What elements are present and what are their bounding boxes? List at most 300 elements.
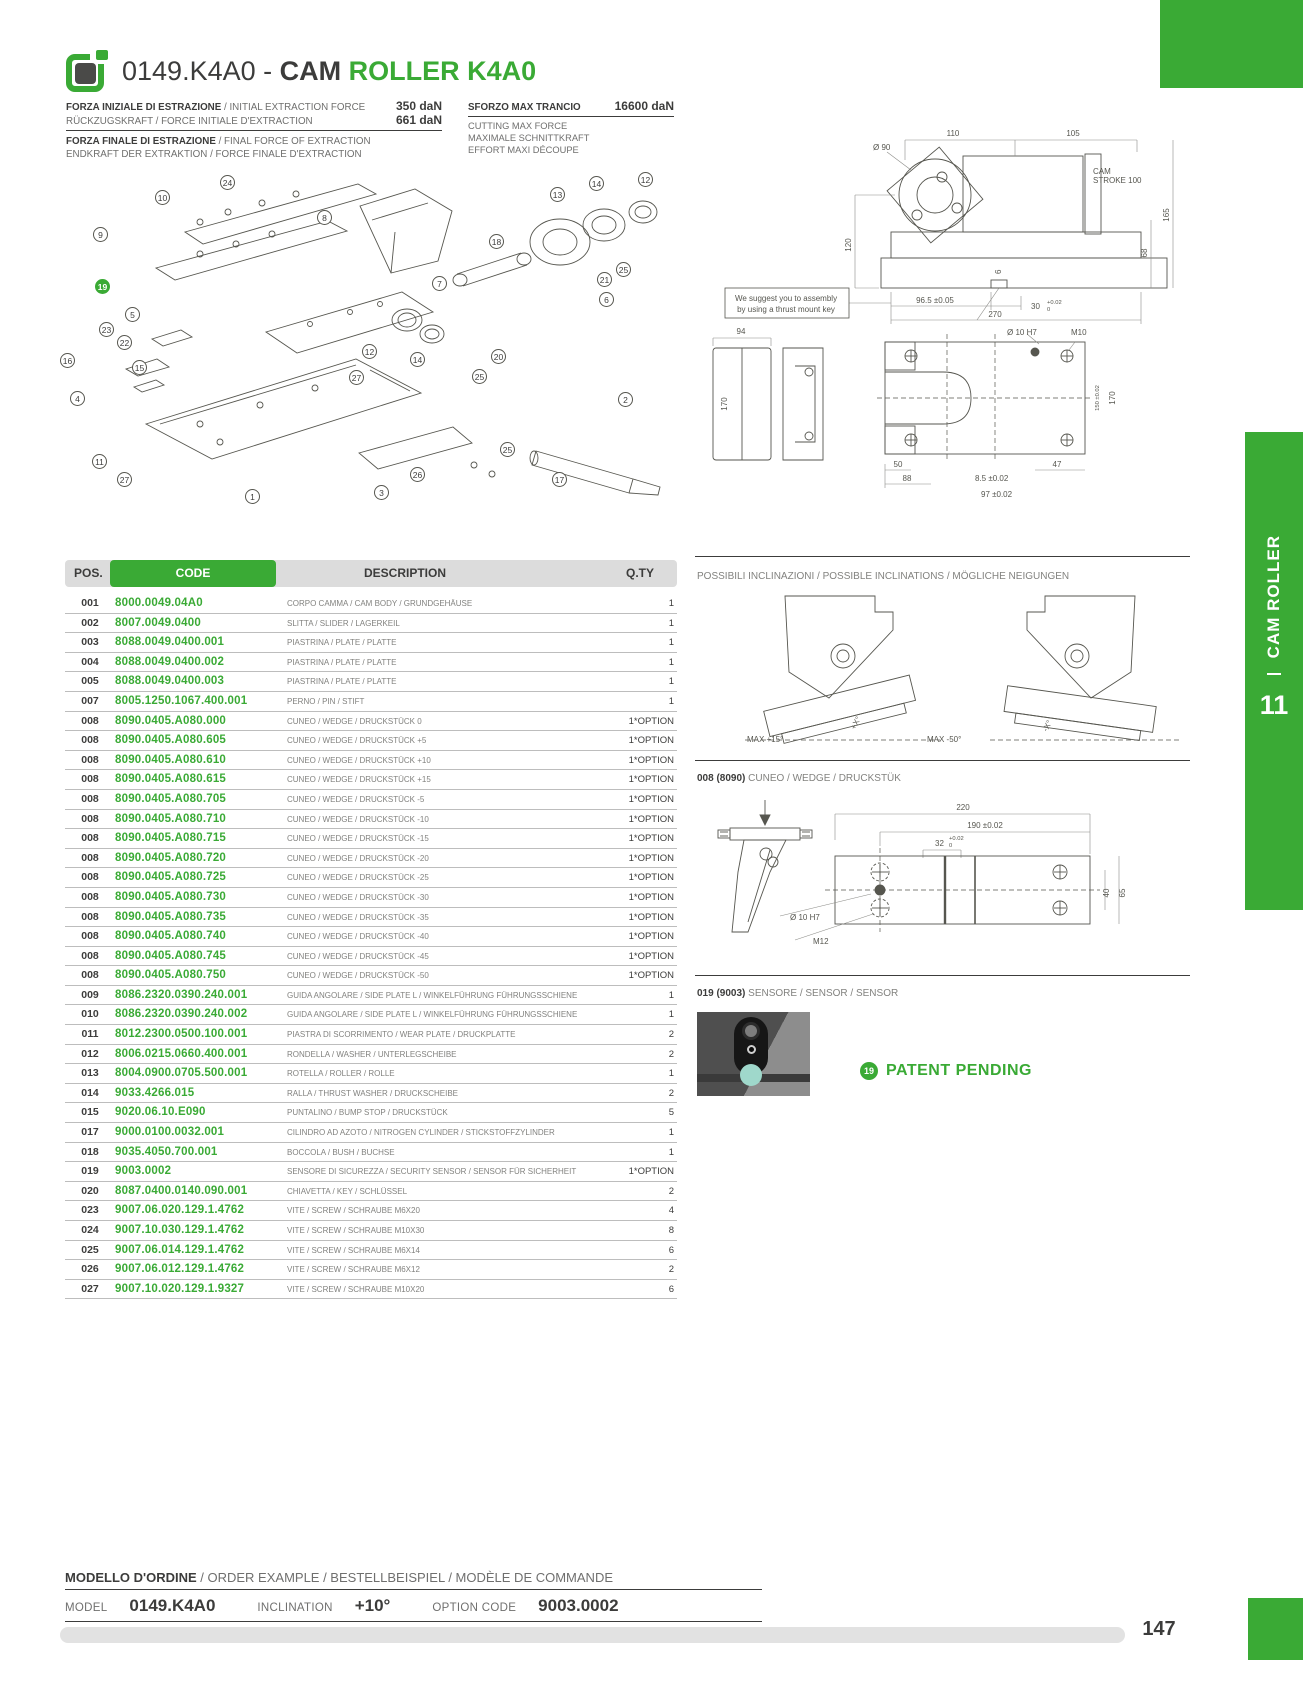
product-name-green: ROLLER K4A0 bbox=[348, 56, 537, 86]
dim-170-plan: 170 bbox=[1108, 391, 1117, 405]
balloon-19-badge: 19 bbox=[860, 1062, 878, 1080]
cell-description: CUNEO / WEDGE / DRUCKSTÜCK -35 bbox=[287, 912, 429, 922]
cell-qty: 1*OPTION bbox=[628, 1166, 674, 1178]
dim-m10: M10 bbox=[1071, 328, 1087, 337]
dim-47: 47 bbox=[1052, 460, 1062, 469]
cell-pos: 020 bbox=[81, 1184, 99, 1197]
cell-pos: 008 bbox=[81, 792, 99, 805]
balloon-3: 3 bbox=[374, 485, 389, 500]
dim-cam-stroke: STROKE 100 bbox=[1093, 176, 1142, 185]
table-row bbox=[65, 908, 677, 928]
patent-pending-note bbox=[860, 1062, 1032, 1080]
cell-code: 8090.0405.A080.730 bbox=[115, 890, 227, 903]
dim-6: 6 bbox=[994, 269, 1003, 274]
balloon-24: 24 bbox=[220, 175, 235, 190]
angle-minus-x: -X° bbox=[1040, 718, 1055, 733]
cell-qty: 1*OPTION bbox=[628, 911, 674, 923]
balloon-9: 9 bbox=[93, 227, 108, 242]
table-row bbox=[65, 1162, 677, 1182]
final-force-label-2: ENDKRAFT DER EXTRAKTION / FORCE FINALE D'EXTRACTION bbox=[66, 149, 362, 160]
cell-pos: 008 bbox=[81, 910, 99, 923]
cell-code: 8090.0405.A080.715 bbox=[115, 832, 227, 845]
balloon-25: 25 bbox=[616, 262, 631, 277]
cell-description: CORPO CAMMA / CAM BODY / GRUNDGEHÄUSE bbox=[287, 599, 473, 608]
dim-94: 94 bbox=[736, 327, 746, 336]
angle-plus-x: +X° bbox=[848, 715, 863, 731]
parts-table-rows bbox=[65, 594, 677, 1299]
balloon-26: 26 bbox=[410, 467, 425, 482]
cell-pos: 008 bbox=[81, 930, 99, 943]
cell-pos: 008 bbox=[81, 969, 99, 982]
cell-pos: 024 bbox=[81, 1224, 99, 1236]
cell-description: VITE / SCREW / SCHRAUBE M6X20 bbox=[287, 1206, 420, 1216]
cell-description: ROTELLA / ROLLER / ROLLE bbox=[287, 1069, 395, 1079]
cell-code: 8090.0405.A080.725 bbox=[115, 871, 227, 884]
footer-bar bbox=[60, 1627, 1125, 1643]
cell-pos: 018 bbox=[81, 1145, 99, 1158]
table-row bbox=[65, 1280, 677, 1300]
cell-code: 9007.10.030.129.1.4762 bbox=[115, 1224, 245, 1236]
order-example bbox=[65, 1570, 762, 1622]
table-row bbox=[65, 1103, 677, 1123]
table-row bbox=[65, 712, 677, 732]
cell-code: 9007.06.020.129.1.4762 bbox=[115, 1204, 245, 1217]
cell-code: 8090.0405.A080.000 bbox=[115, 714, 227, 727]
cell-qty: 1*OPTION bbox=[628, 715, 674, 727]
cell-code: 9007.06.014.129.1.4762 bbox=[115, 1243, 245, 1256]
cell-description: PIASTRINA / PLATE / PLATTE bbox=[287, 677, 397, 687]
cutting-force-de: MAXIMALE SCHNITTKRAFT bbox=[468, 133, 590, 143]
cell-code: 8090.0405.A080.615 bbox=[115, 773, 227, 786]
cell-code: 8090.0405.A080.740 bbox=[115, 930, 227, 943]
cell-code: 8012.2300.0500.100.001 bbox=[115, 1028, 248, 1041]
initial-force-label-2: RÜCKZUGSKRAFT / FORCE INITIALE D'EXTRACTION bbox=[66, 116, 313, 127]
dim-88: 88 bbox=[902, 474, 912, 483]
cell-code: 8090.0405.A080.605 bbox=[115, 734, 227, 747]
cell-code: 8090.0405.A080.735 bbox=[115, 910, 227, 923]
cell-qty: 1 bbox=[668, 695, 674, 707]
cell-qty: 1*OPTION bbox=[628, 970, 674, 982]
cell-code: 8005.1250.1067.400.001 bbox=[115, 694, 248, 707]
dim-30-tol-lo: 0 bbox=[1047, 307, 1051, 313]
table-row bbox=[65, 1064, 677, 1084]
table-row bbox=[65, 1123, 677, 1143]
dim-105: 105 bbox=[1066, 129, 1080, 138]
cell-pos: 026 bbox=[81, 1263, 99, 1276]
balloon-4: 4 bbox=[70, 391, 85, 406]
cell-pos: 027 bbox=[81, 1282, 99, 1295]
cell-pos: 008 bbox=[81, 734, 99, 747]
cell-qty: 2 bbox=[668, 1087, 674, 1099]
sensor-lens bbox=[747, 1045, 756, 1054]
balloon-23: 23 bbox=[99, 322, 114, 337]
wedge-dim-190: 190 ±0.02 bbox=[967, 821, 1003, 830]
cutting-force-fr: EFFORT MAXI DÉCOUPE bbox=[468, 145, 579, 155]
cell-description: SENSORE DI SICUREZZA / SECURITY SENSOR / SENSOR FÜR SICHERHEIT bbox=[287, 1167, 577, 1177]
cell-description: PIASTRINA / PLATE / PLATTE bbox=[287, 657, 397, 667]
balloon-14: 14 bbox=[410, 352, 425, 367]
balloon-27: 27 bbox=[117, 472, 132, 487]
cell-pos: 008 bbox=[81, 812, 99, 825]
table-row bbox=[65, 614, 677, 634]
final-force-label: FORZA FINALE DI ESTRAZIONE / FINAL FORCE OF EXTRACTION bbox=[66, 136, 371, 147]
wedge-dim-32-tol-lo: 0 bbox=[949, 843, 953, 849]
parts-table-header bbox=[65, 560, 677, 587]
balloon-25: 25 bbox=[500, 442, 515, 457]
table-row bbox=[65, 810, 677, 830]
cell-description: CUNEO / WEDGE / DRUCKSTÜCK -25 bbox=[287, 873, 429, 883]
cell-description: VITE / SCREW / SCHRAUBE M10X30 bbox=[287, 1226, 425, 1235]
page-number: 147 bbox=[1142, 1618, 1176, 1640]
dim-phi90: Ø 90 bbox=[873, 143, 891, 152]
cell-code: 8086.2320.0390.240.002 bbox=[115, 1008, 248, 1021]
balloon-16: 16 bbox=[60, 353, 75, 368]
sensor-photo bbox=[697, 1012, 810, 1096]
cell-description: RALLA / THRUST WASHER / DRUCKSCHEIBE bbox=[287, 1088, 458, 1098]
cell-pos: 019 bbox=[81, 1165, 99, 1178]
cell-description: CUNEO / WEDGE / DRUCKSTÜCK +10 bbox=[287, 755, 431, 765]
cell-pos: 008 bbox=[81, 949, 99, 962]
table-row bbox=[65, 868, 677, 888]
table-row bbox=[65, 692, 677, 712]
table-row bbox=[65, 790, 677, 810]
balloon-22: 22 bbox=[117, 335, 132, 350]
header-qty: Q.TY bbox=[625, 566, 654, 580]
cell-description: RONDELLA / WASHER / UNTERLEGSCHEIBE bbox=[287, 1049, 457, 1059]
cell-qty: 6 bbox=[668, 1283, 674, 1295]
cell-pos: 010 bbox=[81, 1008, 99, 1021]
cell-qty: 2 bbox=[668, 1185, 674, 1197]
table-row bbox=[65, 1260, 677, 1280]
sensor-section-title: 019 (9003) SENSORE / SENSOR / SENSOR bbox=[697, 988, 899, 999]
balloon-12: 12 bbox=[362, 344, 377, 359]
cell-pos: 008 bbox=[81, 890, 99, 903]
dim-50: 50 bbox=[893, 460, 903, 469]
option-code-label: OPTION CODE bbox=[432, 1602, 517, 1614]
cell-qty: 1*OPTION bbox=[628, 852, 674, 864]
wedge-dim-32: 32 bbox=[935, 839, 944, 848]
patent-pending-label: PATENT PENDING bbox=[886, 1062, 1032, 1079]
sensor-barrel bbox=[742, 1022, 760, 1040]
product-name-dark: CAM bbox=[279, 56, 349, 86]
max-minus-label: MAX -50° bbox=[927, 735, 962, 744]
cell-pos: 009 bbox=[81, 988, 99, 1001]
cell-qty: 1 bbox=[668, 1127, 674, 1139]
cell-qty: 5 bbox=[668, 1107, 674, 1119]
cell-description: SLITTA / SLIDER / LAGERKEIL bbox=[287, 618, 400, 628]
dimension-drawing-top bbox=[695, 120, 1190, 520]
balloon-5: 5 bbox=[125, 307, 140, 322]
cell-qty: 6 bbox=[668, 1244, 674, 1256]
cell-pos: 015 bbox=[81, 1106, 99, 1119]
cell-qty: 1*OPTION bbox=[628, 931, 674, 943]
cell-description: CUNEO / WEDGE / DRUCKSTÜCK 0 bbox=[287, 716, 422, 726]
balloon-12: 12 bbox=[638, 172, 653, 187]
balloon-15: 15 bbox=[132, 360, 147, 375]
brand-logo-icon bbox=[66, 50, 110, 92]
table-row bbox=[65, 1025, 677, 1045]
product-code: 0149.K4A0 - bbox=[122, 56, 280, 86]
table-row bbox=[65, 1143, 677, 1163]
cell-description: CUNEO / WEDGE / DRUCKSTÜCK -50 bbox=[287, 971, 429, 981]
cell-qty: 1 bbox=[668, 656, 674, 668]
model-value: 0149.K4A0 bbox=[129, 1596, 216, 1615]
model-label: MODEL bbox=[65, 1602, 108, 1614]
initial-force-value: 350 daN bbox=[395, 99, 442, 113]
cell-code: 9020.06.10.E090 bbox=[115, 1106, 206, 1119]
cell-code: 9000.0100.0032.001 bbox=[115, 1126, 225, 1139]
table-row bbox=[65, 672, 677, 692]
sensor-led bbox=[740, 1064, 762, 1086]
header-pos: POS. bbox=[74, 566, 103, 580]
table-row bbox=[65, 633, 677, 653]
cell-pos: 008 bbox=[81, 832, 99, 845]
cell-code: 9035.4050.700.001 bbox=[115, 1145, 218, 1158]
dim-97: 97 ±0.02 bbox=[981, 490, 1013, 499]
wedge-dim-m12: M12 bbox=[813, 937, 829, 946]
cutting-force-block bbox=[468, 100, 674, 156]
cell-code: 8088.0049.0400.002 bbox=[115, 655, 225, 668]
wedge-dim-65: 65 bbox=[1118, 888, 1127, 898]
cell-pos: 023 bbox=[81, 1204, 99, 1217]
inclinations-title: POSSIBILI INCLINAZIONI / POSSIBLE INCLINATIONS / MÖGLICHE NEIGUNGEN bbox=[697, 571, 1070, 582]
cell-description: PUNTALINO / BUMP STOP / DRUCKSTÜCK bbox=[287, 1108, 448, 1118]
final-force-value: 661 daN bbox=[395, 113, 442, 127]
table-row bbox=[65, 751, 677, 771]
side-tab-label: CAM ROLLER bbox=[1264, 534, 1283, 659]
cell-pos: 012 bbox=[81, 1047, 99, 1060]
cell-description: CILINDRO AD AZOTO / NITROGEN CYLINDER / STICKSTOFFZYLINDER bbox=[287, 1128, 555, 1138]
balloon-10: 10 bbox=[155, 190, 170, 205]
order-example-title: MODELLO D'ORDINE / ORDER EXAMPLE / BESTELLBEISPIEL / MODÈLE DE COMMANDE bbox=[65, 1570, 762, 1590]
balloon-21: 21 bbox=[597, 272, 612, 287]
cell-description: VITE / SCREW / SCHRAUBE M6X12 bbox=[287, 1265, 420, 1275]
cell-description: VITE / SCREW / SCHRAUBE M10X20 bbox=[287, 1284, 425, 1294]
cell-qty: 1*OPTION bbox=[628, 754, 674, 766]
cell-description: CUNEO / WEDGE / DRUCKSTÜCK +5 bbox=[287, 736, 427, 746]
dim-96-5: 96.5 ±0.05 bbox=[916, 296, 954, 305]
cell-description: CUNEO / WEDGE / DRUCKSTÜCK -15 bbox=[287, 834, 429, 844]
dim-8-5: 8.5 ±0.02 bbox=[975, 474, 1009, 483]
cell-pos: 008 bbox=[81, 773, 99, 786]
cell-qty: 1*OPTION bbox=[628, 774, 674, 786]
cell-pos: 001 bbox=[81, 597, 99, 609]
cell-description: CUNEO / WEDGE / DRUCKSTÜCK -20 bbox=[287, 853, 429, 863]
section-divider-1 bbox=[695, 556, 1190, 557]
section-divider-2 bbox=[695, 760, 1190, 761]
initial-force-label: FORZA INIZIALE DI ESTRAZIONE / INITIAL EXTRACTION FORCE bbox=[66, 102, 366, 113]
wedge-drawing bbox=[695, 790, 1190, 970]
cell-pos: 005 bbox=[81, 675, 99, 688]
cell-code: 8090.0405.A080.610 bbox=[115, 753, 227, 766]
inclinations-drawing bbox=[695, 590, 1190, 750]
cell-pos: 013 bbox=[81, 1067, 99, 1080]
table-row bbox=[65, 1182, 677, 1202]
balloon-8: 8 bbox=[317, 210, 332, 225]
inclination-value: +10° bbox=[354, 1596, 391, 1615]
cell-qty: 1 bbox=[668, 1146, 674, 1158]
max-plus-label: MAX +15° bbox=[747, 735, 784, 744]
table-row bbox=[65, 927, 677, 947]
cell-description: PIASTRA DI SCORRIMENTO / WEAR PLATE / DRUCKPLATTE bbox=[287, 1030, 516, 1040]
cell-pos: 017 bbox=[81, 1126, 99, 1139]
cell-qty: 2 bbox=[668, 1048, 674, 1060]
cell-pos: 004 bbox=[81, 655, 99, 668]
cell-code: 8007.0049.0400 bbox=[115, 616, 201, 629]
order-example-fields bbox=[65, 1590, 762, 1622]
balloon-2: 2 bbox=[618, 392, 633, 407]
table-row bbox=[65, 1201, 677, 1221]
cell-pos: 008 bbox=[81, 753, 99, 766]
cell-code: 8006.0215.0660.400.001 bbox=[115, 1047, 248, 1060]
cell-description: BOCCOLA / BUSH / BUCHSE bbox=[287, 1147, 395, 1157]
cell-code: 8090.0405.A080.720 bbox=[115, 851, 227, 864]
balloon-25: 25 bbox=[472, 369, 487, 384]
table-row bbox=[65, 653, 677, 673]
cell-qty: 1*OPTION bbox=[628, 813, 674, 825]
wedge-dim-phi10: Ø 10 H7 bbox=[790, 913, 820, 922]
table-row bbox=[65, 986, 677, 1006]
cell-qty: 1*OPTION bbox=[628, 891, 674, 903]
cell-qty: 1 bbox=[668, 617, 674, 629]
cell-qty: 1*OPTION bbox=[628, 950, 674, 962]
dim-68: 68 bbox=[1140, 248, 1149, 258]
cell-code: 8000.0049.04A0 bbox=[115, 597, 203, 609]
balloon-7: 7 bbox=[432, 276, 447, 291]
table-row bbox=[65, 947, 677, 967]
cell-description: CUNEO / WEDGE / DRUCKSTÜCK -10 bbox=[287, 814, 429, 824]
assembly-note-line1: We suggest you to assembly bbox=[734, 294, 838, 303]
balloon-14: 14 bbox=[589, 176, 604, 191]
cell-code: 8090.0405.A080.710 bbox=[115, 812, 227, 825]
parts-table bbox=[65, 560, 677, 1299]
balloon-17: 17 bbox=[552, 472, 567, 487]
balloon-6: 6 bbox=[599, 292, 614, 307]
dim-30: 30 bbox=[1031, 302, 1040, 311]
cell-code: 9007.06.012.129.1.4762 bbox=[115, 1263, 245, 1276]
cell-qty: 2 bbox=[668, 1029, 674, 1041]
balloon-27: 27 bbox=[349, 370, 364, 385]
option-code-value: 9003.0002 bbox=[538, 1596, 619, 1615]
cell-pos: 008 bbox=[81, 714, 99, 727]
table-row bbox=[65, 731, 677, 751]
exploded-drawing-shapes bbox=[60, 162, 680, 524]
dim-110: 110 bbox=[946, 129, 960, 138]
cell-code: 8088.0049.0400.003 bbox=[115, 675, 225, 688]
cell-qty: 1 bbox=[668, 1009, 674, 1021]
wedge-dim-220: 220 bbox=[956, 803, 970, 812]
balloon-1: 1 bbox=[245, 489, 260, 504]
cell-qty: 1 bbox=[668, 676, 674, 688]
table-row bbox=[65, 1084, 677, 1104]
cell-code: 8004.0900.0705.500.001 bbox=[115, 1067, 248, 1080]
cell-code: 9007.10.020.129.1.9327 bbox=[115, 1282, 245, 1295]
top-right-green-block bbox=[1160, 0, 1303, 88]
dim-170-front: 170 bbox=[720, 397, 729, 411]
dim-165: 165 bbox=[1162, 208, 1171, 222]
table-row bbox=[65, 1045, 677, 1065]
cell-description: CUNEO / WEDGE / DRUCKSTÜCK -45 bbox=[287, 951, 429, 961]
cell-description: CUNEO / WEDGE / DRUCKSTÜCK -40 bbox=[287, 932, 429, 942]
cell-description: PIASTRINA / PLATE / PLATTE bbox=[287, 638, 397, 648]
assembly-note-line2: by using a thrust mount key bbox=[737, 305, 835, 314]
cell-code: 8086.2320.0390.240.001 bbox=[115, 988, 248, 1001]
table-row bbox=[65, 829, 677, 849]
cell-description: PERNO / PIN / STIFT bbox=[287, 696, 365, 706]
cell-qty: 1 bbox=[668, 1068, 674, 1080]
side-tab-chapter-number: 11 bbox=[1259, 690, 1289, 721]
balloon-19: 19 bbox=[95, 279, 110, 294]
cutting-force-label: SFORZO MAX TRANCIO bbox=[468, 102, 581, 113]
table-row bbox=[65, 849, 677, 869]
cell-pos: 025 bbox=[81, 1243, 99, 1256]
side-tab-divider bbox=[1267, 673, 1281, 675]
cell-qty: 1 bbox=[668, 598, 674, 609]
cell-qty: 1 bbox=[668, 989, 674, 1001]
dim-cam-1: CAM bbox=[1093, 167, 1111, 176]
dim-30-tol-hi: +0.02 bbox=[1047, 300, 1062, 306]
cutting-force-en: CUTTING MAX FORCE bbox=[468, 121, 568, 131]
table-row bbox=[65, 966, 677, 986]
cell-pos: 007 bbox=[81, 694, 99, 707]
cell-code: 9033.4266.015 bbox=[115, 1086, 195, 1099]
cell-qty: 4 bbox=[668, 1205, 674, 1217]
balloon-13: 13 bbox=[550, 187, 565, 202]
table-row bbox=[65, 594, 677, 614]
table-row bbox=[65, 888, 677, 908]
cell-pos: 002 bbox=[81, 616, 99, 629]
table-row bbox=[65, 1221, 677, 1241]
cell-pos: 011 bbox=[81, 1028, 99, 1041]
cell-code: 8090.0405.A080.705 bbox=[115, 792, 227, 805]
cell-description: GUIDA ANGOLARE / SIDE PLATE L / WINKELFÜHRUNG FÜHRUNGSSCHIENE bbox=[287, 1010, 578, 1020]
cell-code: 8090.0405.A080.750 bbox=[115, 969, 227, 982]
cell-code: 8087.0400.0140.090.001 bbox=[115, 1184, 248, 1197]
cell-qty: 1*OPTION bbox=[628, 833, 674, 845]
header-description: DESCRIPTION bbox=[363, 566, 446, 580]
table-row bbox=[65, 1241, 677, 1261]
cell-pos: 014 bbox=[81, 1086, 99, 1099]
cell-code: 9003.0002 bbox=[115, 1165, 172, 1178]
cell-code: 8090.0405.A080.745 bbox=[115, 949, 227, 962]
cell-qty: 1*OPTION bbox=[628, 735, 674, 747]
page-title bbox=[122, 56, 536, 87]
cutting-force-value: 16600 daN bbox=[614, 99, 674, 113]
cell-qty: 1*OPTION bbox=[628, 793, 674, 805]
dim-phi10-h7: Ø 10 H7 bbox=[1007, 328, 1037, 337]
cell-qty: 8 bbox=[668, 1225, 674, 1236]
cell-qty: 1*OPTION bbox=[628, 872, 674, 884]
header-code: CODE bbox=[110, 560, 276, 587]
dim-150: 150 ±0.02 bbox=[1095, 385, 1101, 411]
inclination-label: INCLINATION bbox=[257, 1602, 333, 1614]
cell-pos: 003 bbox=[81, 636, 99, 649]
table-row bbox=[65, 770, 677, 790]
exploded-assembly-drawing bbox=[60, 162, 680, 524]
wedge-dim-40: 40 bbox=[1102, 888, 1111, 898]
dim-120: 120 bbox=[844, 238, 853, 252]
bottom-right-green-block bbox=[1248, 1598, 1303, 1660]
chapter-side-tab bbox=[1245, 432, 1303, 910]
cell-description: CUNEO / WEDGE / DRUCKSTÜCK -5 bbox=[287, 794, 425, 804]
cell-pos: 008 bbox=[81, 851, 99, 864]
wedge-section-title: 008 (8090) CUNEO / WEDGE / DRUCKSTÜK bbox=[697, 773, 901, 784]
cell-qty: 1 bbox=[668, 637, 674, 649]
cell-qty: 2 bbox=[668, 1264, 674, 1276]
section-divider-3 bbox=[695, 975, 1190, 976]
cell-description: GUIDA ANGOLARE / SIDE PLATE L / WINKELFÜHRUNG FÜHRUNGSSCHIENE bbox=[287, 990, 578, 1000]
cell-code: 8088.0049.0400.001 bbox=[115, 636, 225, 649]
